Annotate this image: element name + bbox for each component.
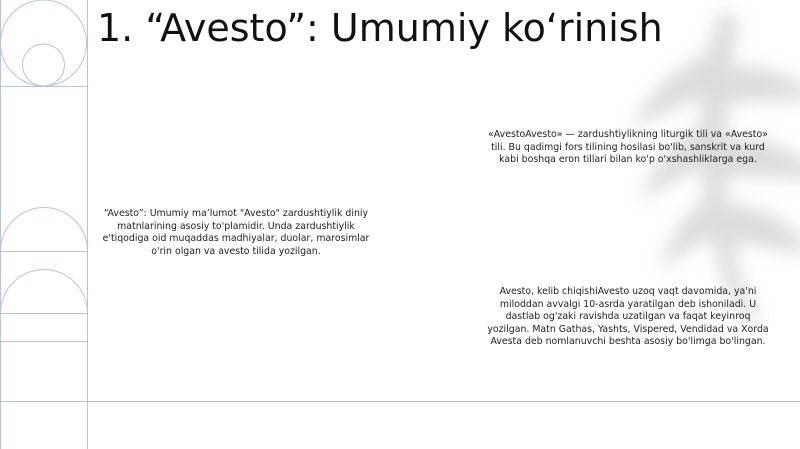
paragraph-avesto-origin: Avesto, kelib chiqishiAvesto uzoq vaqt davomida, ya'ni miloddan avvalgi 10-asrda yaratilgan deb ishoniladi. U dastlab og'zaki ravishda uzatilgan va faqat keyinroq yozilgan. Matn Gathas, Yashts, Vispered, Vendidad va Xorda Avesta deb nomlanuvchi beshta asosiy bo'limga bo'lingan. [487, 286, 769, 348]
paragraph-avesto-language: «AvestoAvesto» — zardushtiylikning liturgik tili va «Avesto» tili. Bu qadimgi fors tilining hosilasi bo'lib, sanskrit va kurd kabi boshqa eron tillari bilan ko'p o'xshashliklarga ega. [488, 129, 768, 166]
slide-title: 1. “Avesto”: Umumiy ko‘rinish [97, 6, 663, 50]
paragraph-avesto-overview: “Avesto”: Umumiy ma’lumot "Avesto" zardushtiylik diniy matnlarining asosiy to'plamidir. Unda zardushtiylik e'tiqodiga oid muqaddas madhiyalar, duolar, marosimlar o'rin olgan va avesto tilida yozilgan. [102, 208, 370, 257]
